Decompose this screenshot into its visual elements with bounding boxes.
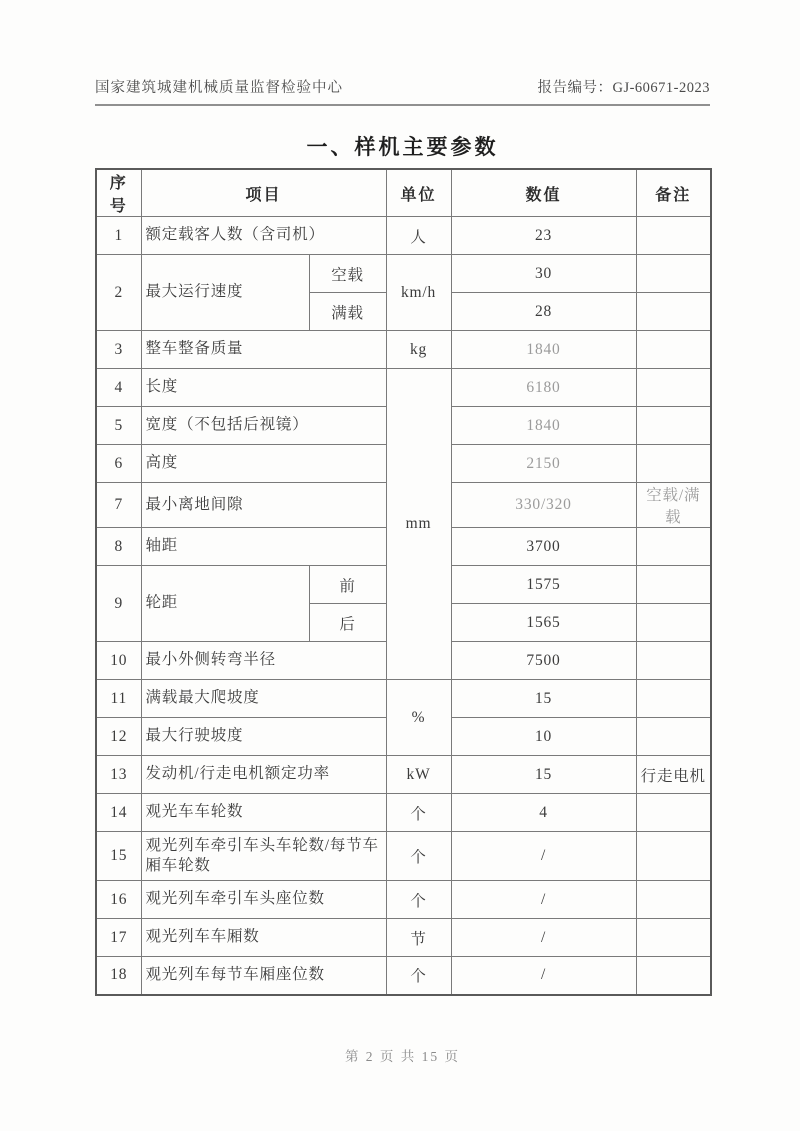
subitem-cell: 空载: [309, 255, 386, 293]
table-row: [96, 680, 711, 718]
serial-cell: 1: [96, 217, 141, 255]
remark-cell: [636, 255, 711, 293]
table-row: [96, 255, 711, 293]
sample-parameters-table: [95, 168, 712, 996]
subitem-cell: 满载: [309, 293, 386, 331]
report-number: 报告编号：GJ-60671-2023: [537, 80, 710, 96]
value-cell: 330/320: [451, 483, 636, 528]
unit-cell: 个: [386, 881, 451, 919]
organization-name: 国家建筑城建机械质量监督检验中心: [95, 80, 343, 96]
remark-cell: [636, 445, 711, 483]
serial-cell: 9: [96, 566, 141, 642]
item-cell: 轮距: [141, 566, 309, 642]
item-cell: 宽度（不包括后视镜）: [141, 407, 386, 445]
item-cell: 轴距: [141, 528, 386, 566]
value-cell: 1565: [451, 604, 636, 642]
serial-cell: 2: [96, 255, 141, 331]
item-cell: 最大运行速度: [141, 255, 309, 331]
item-cell: 最大行驶坡度: [141, 718, 386, 756]
unit-cell: 人: [386, 217, 451, 255]
unit-cell: 个: [386, 794, 451, 832]
remark-cell: [636, 794, 711, 832]
remark-cell: 空载/满载: [636, 483, 711, 528]
value-cell: /: [451, 832, 636, 881]
value-cell: 28: [451, 293, 636, 331]
table-row: [96, 217, 711, 255]
page-header: [95, 76, 710, 106]
serial-cell: 13: [96, 756, 141, 794]
remark-cell: [636, 881, 711, 919]
section-title: 一、样机主要参数: [306, 136, 499, 159]
item-cell: 满载最大爬坡度: [141, 680, 386, 718]
value-cell: 23: [451, 217, 636, 255]
item-cell: 高度: [141, 445, 386, 483]
value-cell: 1840: [451, 331, 636, 369]
value-cell: 15: [451, 756, 636, 794]
table-header-row: [96, 169, 711, 217]
value-cell: 2150: [451, 445, 636, 483]
serial-cell: 11: [96, 680, 141, 718]
serial-cell: 17: [96, 919, 141, 957]
serial-cell: 15: [96, 832, 141, 881]
item-cell: 观光列车牵引车头座位数: [141, 881, 386, 919]
col-header-value: 数值: [451, 169, 636, 217]
page-number: 第 2 页 共 15 页: [344, 1049, 461, 1064]
value-cell: 4: [451, 794, 636, 832]
value-cell: 1840: [451, 407, 636, 445]
unit-cell: mm: [386, 369, 451, 680]
subitem-cell: 前: [309, 566, 386, 604]
serial-cell: 14: [96, 794, 141, 832]
remark-cell: [636, 217, 711, 255]
remark-cell: [636, 293, 711, 331]
table-row: [96, 832, 711, 881]
unit-cell: %: [386, 680, 451, 756]
remark-cell: [636, 528, 711, 566]
serial-cell: 7: [96, 483, 141, 528]
remark-cell: 行走电机: [636, 756, 711, 794]
value-cell: 1575: [451, 566, 636, 604]
unit-cell: kg: [386, 331, 451, 369]
item-cell: 最小外侧转弯半径: [141, 642, 386, 680]
value-cell: /: [451, 957, 636, 995]
serial-cell: 3: [96, 331, 141, 369]
remark-cell: [636, 642, 711, 680]
col-header-remark: 备注: [636, 169, 711, 217]
col-header-no: 序号: [96, 169, 141, 217]
remark-cell: [636, 680, 711, 718]
remark-cell: [636, 331, 711, 369]
item-cell: 整车整备质量: [141, 331, 386, 369]
value-cell: 10: [451, 718, 636, 756]
table-row: [96, 794, 711, 832]
serial-cell: 4: [96, 369, 141, 407]
serial-cell: 6: [96, 445, 141, 483]
remark-cell: [636, 832, 711, 881]
remark-cell: [636, 369, 711, 407]
value-cell: 30: [451, 255, 636, 293]
subitem-cell: 后: [309, 604, 386, 642]
value-cell: /: [451, 919, 636, 957]
item-cell: 发动机/行走电机额定功率: [141, 756, 386, 794]
value-cell: 15: [451, 680, 636, 718]
remark-cell: [636, 957, 711, 995]
item-cell: 最小离地间隙: [141, 483, 386, 528]
table-row: [96, 756, 711, 794]
item-cell: 观光列车每节车厢座位数: [141, 957, 386, 995]
table-row: [96, 881, 711, 919]
value-cell: 6180: [451, 369, 636, 407]
serial-cell: 18: [96, 957, 141, 995]
item-cell: 观光列车车厢数: [141, 919, 386, 957]
unit-cell: 个: [386, 957, 451, 995]
serial-cell: 12: [96, 718, 141, 756]
serial-cell: 10: [96, 642, 141, 680]
col-header-unit: 单位: [386, 169, 451, 217]
item-cell: 观光车车轮数: [141, 794, 386, 832]
serial-cell: 8: [96, 528, 141, 566]
item-cell: 观光列车牵引车头车轮数/每节车厢车轮数: [141, 832, 386, 881]
remark-cell: [636, 407, 711, 445]
value-cell: 7500: [451, 642, 636, 680]
table-row: [96, 369, 711, 407]
unit-cell: 个: [386, 832, 451, 881]
item-cell: 长度: [141, 369, 386, 407]
item-cell: 额定载客人数（含司机）: [141, 217, 386, 255]
table-row: [96, 957, 711, 995]
unit-cell: kW: [386, 756, 451, 794]
unit-cell: 节: [386, 919, 451, 957]
remark-cell: [636, 566, 711, 604]
remark-cell: [636, 919, 711, 957]
remark-cell: [636, 718, 711, 756]
col-header-item: 项目: [141, 169, 386, 217]
serial-cell: 16: [96, 881, 141, 919]
value-cell: /: [451, 881, 636, 919]
table-row: [96, 919, 711, 957]
unit-cell: km/h: [386, 255, 451, 331]
serial-cell: 5: [96, 407, 141, 445]
table-row: [96, 331, 711, 369]
remark-cell: [636, 604, 711, 642]
value-cell: 3700: [451, 528, 636, 566]
